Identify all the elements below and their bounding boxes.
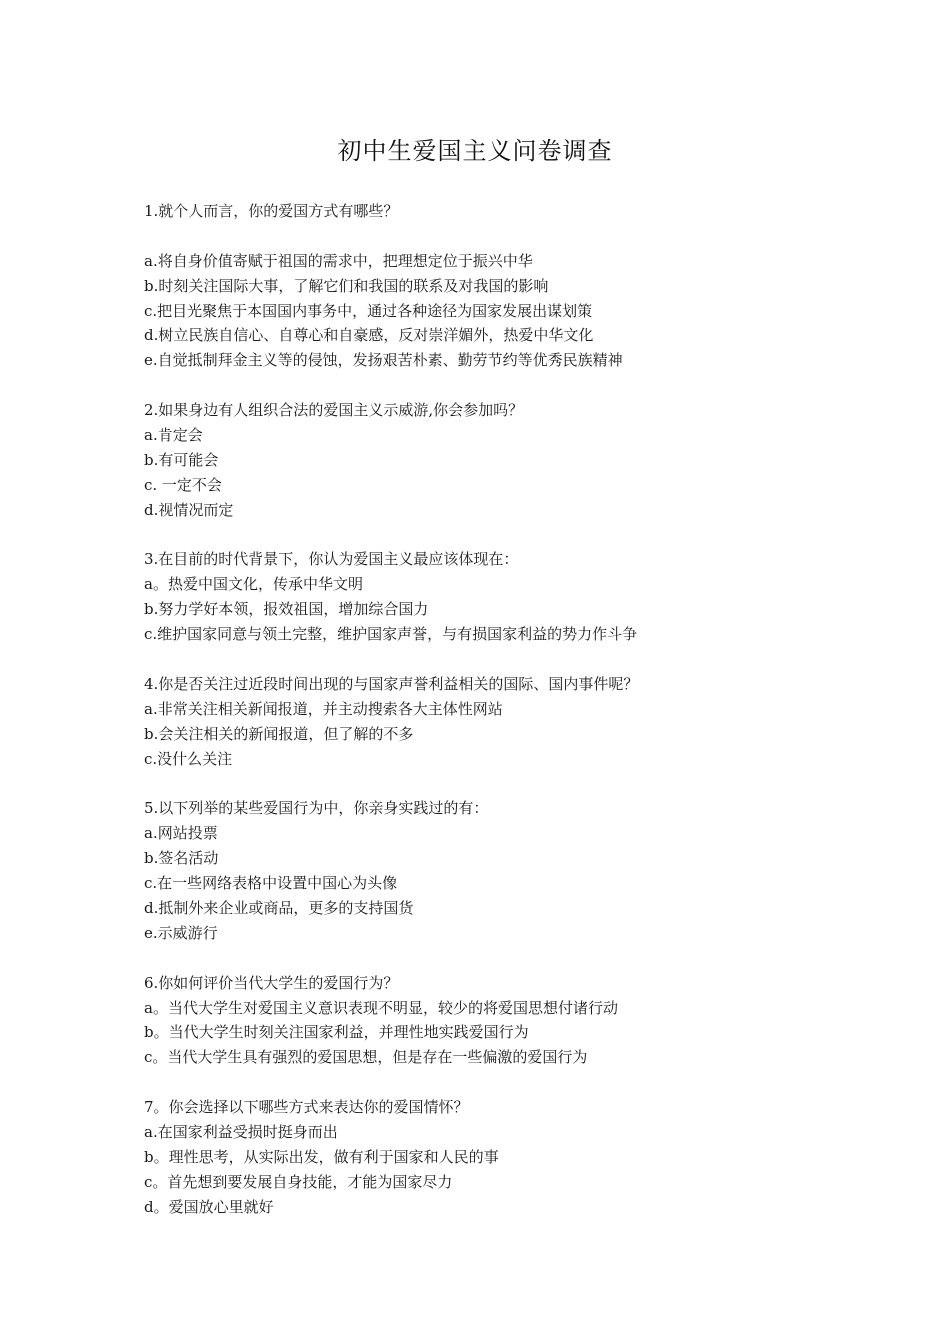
- question-text: 2.如果身边有人组织合法的爱国主义示威游,你会参加吗？: [144, 401, 524, 420]
- option-e: e.示威游行: [144, 923, 218, 942]
- question-text: 5.以下列举的某些爱国行为中，你亲身实践过的有：: [144, 799, 489, 818]
- option-a: a.肯定会: [144, 426, 203, 445]
- question-3: [144, 547, 844, 647]
- question-text: 3.在目前的时代背景下，你认为爱国主义最应该体现在：: [144, 550, 519, 569]
- question-1: [144, 199, 844, 373]
- option-a: a.非常关注相关新闻报道，并主动搜索各大主体性网站: [144, 699, 503, 718]
- option-d: d.树立民族自信心、自尊心和自豪感，反对崇洋媚外，热爱中华文化: [144, 326, 594, 345]
- question-text: 1.就个人而言，你的爱国方式有哪些？: [144, 202, 399, 220]
- option-b: b。当代大学生时刻关注国家利益，并理性地实践爱国行为: [144, 1023, 529, 1042]
- question-text: 6.你如何评价当代大学生的爱国行为？: [144, 973, 399, 992]
- option-d: d.视情况而定: [144, 500, 234, 519]
- option-c: c.维护国家同意与领土完整，维护国家声誉，与有损国家利益的势力作斗争: [144, 625, 638, 644]
- option-c: c。当代大学生具有强烈的爱国思想，但是存在一些偏激的爱国行为: [144, 1048, 588, 1067]
- option-a: a.在国家利益受损时挺身而出: [144, 1122, 338, 1141]
- option-c: c. 一定不会: [144, 475, 222, 494]
- option-b: b.时刻关注国际大事，了解它们和我国的联系及对我国的影响: [144, 276, 549, 295]
- option-b: b.会关注相关的新闻报道，但了解的不多: [144, 724, 414, 743]
- question-5: [144, 796, 844, 945]
- option-b: b。理性思考，从实际出发，做有利于国家和人民的事: [144, 1147, 499, 1166]
- option-a: a.网站投票: [144, 824, 218, 843]
- option-c: c.在一些网络表格中设置中国心为头像: [144, 874, 398, 893]
- option-c: c。首先想到要发展自身技能，才能为国家尽力: [144, 1172, 453, 1191]
- option-b: b.努力学好本领，报效祖国，增加综合国力: [144, 600, 429, 619]
- question-7: [144, 1095, 844, 1219]
- option-c: c.没什么关注: [144, 749, 233, 768]
- option-a: a。当代大学生对爱国主义意识表现不明显，较少的将爱国思想付诸行动: [144, 998, 618, 1017]
- option-b: b.签名活动: [144, 849, 219, 868]
- questionnaire-body: [144, 199, 844, 1244]
- option-b: b.有可能会: [144, 450, 219, 469]
- option-d: d。爱国放心里就好: [144, 1197, 274, 1216]
- spacer: [144, 224, 844, 249]
- question-text: 4.你是否关注过近段时间出现的与国家声誉利益相关的国际、国内事件呢？: [144, 674, 639, 693]
- option-e: e.自觉抵制拜金主义等的侵蚀，发扬艰苦朴素、勤劳节约等优秀民族精神: [144, 351, 623, 370]
- question-4: [144, 672, 844, 772]
- question-2: [144, 398, 844, 522]
- option-a: a.将自身价值寄赋于祖国的需求中，把理想定位于振兴中华: [144, 251, 533, 270]
- option-d: d.抵制外来企业或商品，更多的支持国货: [144, 898, 414, 917]
- question-text: 7。你会选择以下哪些方式来表达你的爱国情怀？: [144, 1098, 469, 1117]
- option-c: c.把目光聚焦于本国国内事务中，通过各种途径为国家发展出谋划策: [144, 301, 593, 320]
- question-6: [144, 971, 844, 1071]
- page-title: 初中生爱国主义问卷调查: [337, 137, 613, 165]
- option-a: a。热爱中国文化，传承中华文明: [144, 575, 363, 594]
